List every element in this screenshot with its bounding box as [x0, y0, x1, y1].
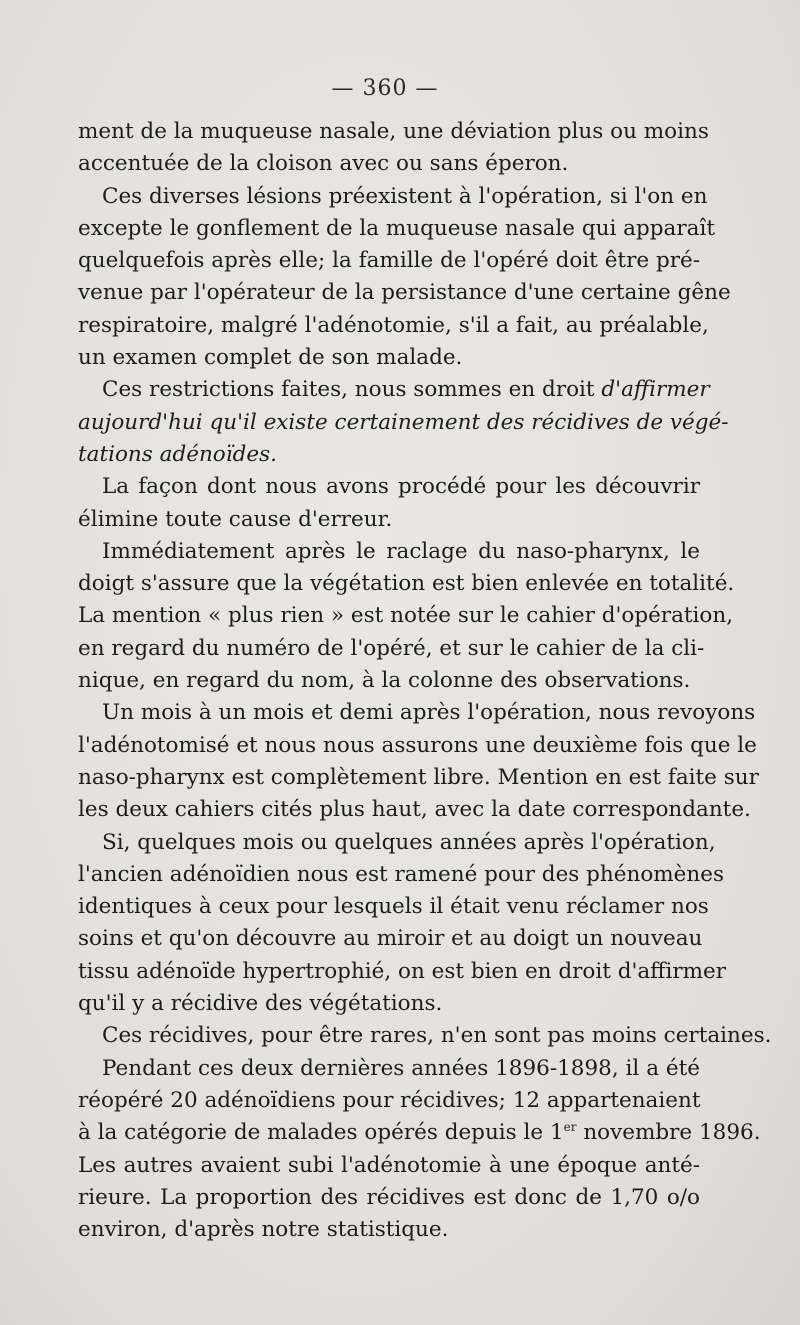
ordinal-superscript: er [563, 1120, 577, 1135]
text-line-content: à la catégorie de malades opérés depuis le 1 [78, 1120, 564, 1146]
text-line-tail: novembre 1896. [576, 1120, 761, 1146]
text-line-content: tissu adénoïde hypertrophié, on est bien en droit d'affirmer [78, 958, 727, 984]
text-line [78, 730, 757, 762]
text-line-content: l'ancien adénoïdien nous est ramené pour des phénomènes [78, 861, 724, 887]
text-line-content: La façon dont nous avons procédé pour les découvrir [102, 474, 700, 500]
text-line [78, 536, 700, 568]
text-line [78, 859, 724, 891]
text-line-content: quelquefois après elle; la famille de l'opéré doit être pré- [78, 248, 700, 274]
text-line-content: nique, en regard du nom, à la colonne des observations. [78, 668, 691, 694]
text-line [78, 439, 700, 471]
text-line [78, 1117, 761, 1149]
text-line-content: qu'il y a récidive des végétations. [78, 991, 443, 1017]
text-line [78, 1214, 700, 1246]
text-line-content: un examen complet de son malade. [78, 345, 463, 371]
page-number: — 360 — [331, 76, 439, 101]
text-line [78, 148, 700, 180]
text-line-content: naso-pharynx est complètement libre. Mention en est faite sur [78, 764, 759, 790]
text-line-content: Immédiatement après le raclage du naso-pharynx, le [102, 538, 700, 564]
text-line [78, 277, 731, 309]
text-line [78, 600, 734, 632]
text-line [78, 988, 700, 1020]
text-line [78, 407, 729, 439]
text-line-content: élimine toute cause d'erreur. [78, 506, 393, 532]
text-line [78, 471, 700, 503]
text-line [78, 310, 709, 342]
text-line-content: ment de la muqueuse nasale, une déviation plus ou moins [78, 119, 709, 144]
text-line-content: Les autres avaient subi l'adénotomie à une époque anté- [78, 1152, 700, 1178]
text-line-content: réopéré 20 adénoïdiens pour récidives; 12 appartenaient [78, 1087, 701, 1113]
text-line [78, 1182, 700, 1214]
text-line-content: respiratoire, malgré l'adénotomie, s'il a fait, au préalable, [78, 312, 709, 338]
text-line [78, 374, 710, 406]
text-line [78, 1150, 700, 1182]
text-line-content: en regard du numéro de l'opéré, et sur le cahier de la cli- [78, 635, 705, 661]
text-line [78, 504, 700, 536]
text-line [78, 923, 703, 955]
text-line-content: tations adénoïdes. [78, 441, 277, 467]
text-line [78, 213, 715, 245]
text-line [78, 794, 751, 826]
text-line [78, 633, 705, 665]
text-line-content: Si, quelques mois ou quelques années après l'opération, [102, 829, 716, 855]
text-line-content: identiques à ceux pour lesquels il était venu réclamer nos [78, 894, 709, 920]
text-line [78, 891, 709, 923]
text-line [78, 1085, 700, 1117]
text-line [78, 956, 727, 988]
italic-phrase: d'affirmer [601, 377, 710, 403]
text-line [78, 342, 700, 374]
text-line-content: Pendant ces deux dernières années 1896-1898, il a été [102, 1055, 700, 1081]
text-line-content: accentuée de la cloison avec ou sans éperon. [78, 151, 569, 177]
text-line-content: excepte le gonflement de la muqueuse nasale qui apparaît [78, 215, 715, 241]
text-line [78, 181, 708, 213]
text-line-content: soins et qu'on découvre au miroir et au doigt un nouveau [78, 926, 703, 952]
text-line-content: l'adénotomisé et nous nous assurons une deuxième fois que le [78, 732, 757, 758]
text-line-content: venue par l'opérateur de la persistance d'une certaine gêne [78, 280, 731, 306]
text-line-content: environ, d'après notre statistique. [78, 1217, 449, 1243]
text-line [78, 665, 700, 697]
text-line-content: Ces diverses lésions préexistent à l'opération, si l'on en [102, 183, 708, 209]
text-line-content: aujourd'hui qu'il existe certainement des récidives de végé- [78, 409, 729, 435]
text-line [78, 116, 709, 148]
text-line [78, 827, 716, 859]
text-line [78, 762, 759, 794]
text-line [78, 697, 756, 729]
text-line-content: La mention « plus rien » est notée sur le cahier d'opération, [78, 603, 734, 629]
text-line-content: les deux cahiers cités plus haut, avec la date correspondante. [78, 797, 751, 823]
text-line-content: Ces récidives, pour être rares, n'en sont pas moins certaines. [102, 1023, 772, 1049]
text-line-content: doigt s'assure que la végétation est bien enlevée en totalité. [78, 571, 735, 597]
body-text [78, 116, 772, 1246]
text-line [78, 245, 700, 277]
text-line-content: Ces restrictions faites, nous sommes en droit [102, 377, 602, 403]
text-line [78, 568, 735, 600]
text-line-content: rieure. La proportion des récidives est donc de 1,70 o/o [78, 1184, 700, 1210]
text-line [78, 1053, 700, 1085]
text-line-content: Un mois à un mois et demi après l'opération, nous revoyons [102, 700, 756, 726]
text-line [78, 1020, 772, 1052]
